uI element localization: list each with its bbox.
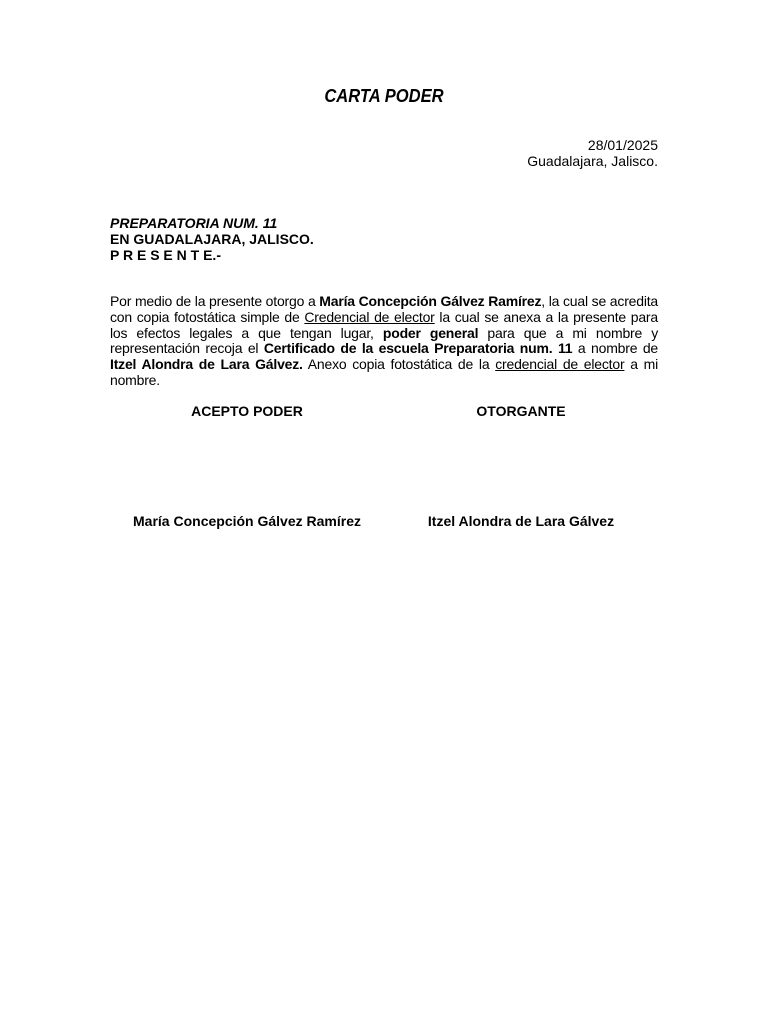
signature-name-left: María Concepción Gálvez Ramírez [133, 513, 361, 529]
addressee-block [110, 215, 314, 263]
document-place: Guadalajara, Jalisco. [527, 153, 658, 169]
body-text-4: para que a mi nombre y representación recoja el [110, 324, 659, 357]
addressee-line-3: P R E S E N T E.- [110, 247, 221, 263]
document-title: CARTA PODER [324, 86, 444, 106]
grantee-name: María Concepción Gálvez Ramírez [319, 293, 542, 309]
body-text-3: la cual se anexa a la presente para los efectos legales a que tengan lugar, [110, 308, 658, 341]
body-text-1: Por medio de la presente otorgo a [110, 293, 320, 309]
grantor-name: Itzel Alondra de Lara Gálvez. [110, 356, 303, 373]
signature-name-right: Itzel Alondra de Lara Gálvez [427, 513, 615, 529]
addressee-line-2: EN GUADALAJARA, JALISCO. [110, 231, 314, 247]
body-text-6: Anexo copia fotostática de la [302, 356, 496, 373]
credential-reference-2: credencial de elector [495, 356, 625, 373]
signature-label-left: ACEPTO PODER [191, 403, 303, 419]
certificate-reference: Certificado de la escuela Preparatoria num. 11 [263, 340, 573, 357]
signature-label-right: OTORGANTE [476, 403, 566, 419]
body-text-2: , la cual se acredita con copia fotostática simple de [110, 293, 659, 325]
credential-reference-1: Credencial de elector [304, 308, 435, 325]
body-paragraph [110, 294, 658, 389]
power-type: poder general [382, 324, 479, 341]
addressee-line-1: PREPARATORIA NUM. 11 [110, 215, 278, 231]
body-text-7: a mi nombre. [110, 356, 658, 388]
date-place-block [527, 137, 658, 169]
document-date: 28/01/2025 [587, 137, 658, 153]
body-text-5: a nombre de [572, 340, 659, 357]
